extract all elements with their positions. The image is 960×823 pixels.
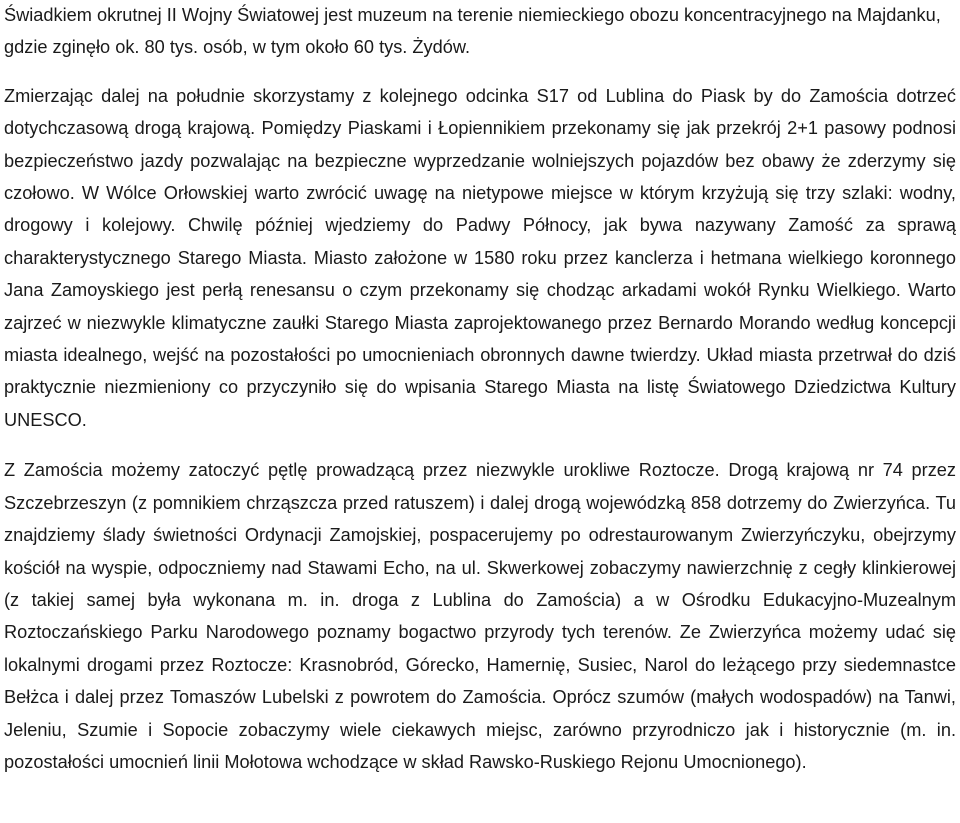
paragraph-majdanek: Świadkiem okrutnej II Wojny Światowej jest muzeum na terenie niemieckiego obozu koncentracyjnego na Majdanku, gdzie zginęło ok. 80 tys. osób, w tym około 60 tys. Żydów. <box>4 5 941 58</box>
paragraph-roztocze: Z Zamościa możemy zatoczyć pętlę prowadzącą przez niezwykle urokliwe Roztocze. Drogą krajową nr 74 przez Szczebrzeszyn (z pomnikiem chrząszcza przed ratuszem) i dalej drogą wojewódzką 858 dotrzemy do Zwierzyńca. Tu znajdziemy ślady świetności Ordynacji Zamojskiej, pospacerujemy po odrestaurowanym Zwierzyńczyku, obejrzymy kościół na wyspie, odpoczniemy nad Stawami Echo, na ul. Skwerkowej zobaczymy nawierzchnię z cegły klinkierowej (z takiej samej była wykonana m. in. droga z Lublina do Zamościa) a w Ośrodku Edukacyjno-Muzealnym Roztoczańskiego Parku Narodowego poznamy bogactwo przyrody tych terenów. Ze Zwierzyńca możemy udać się lokalnymi drogami przez Roztocze: Krasnobród, Górecko, Hamernię, Susiec, Narol do leżącego przy siedemnastce Bełżca i dalej przez Tomaszów Lubelski z powrotem do Zamościa. Oprócz szumów (małych wodospadów) na Tanwi, Jeleniu, Szumie i Sopocie zobaczymy wiele ciekawych miejsc, zarówno przyrodniczo jak i historycznie (m. in. pozostałości umocnień linii Mołotowa wchodzące w skład Rawsko-Ruskiego Rejonu Umocnionego). <box>4 460 956 772</box>
paragraph-zamosc: Zmierzając dalej na południe skorzystamy z kolejnego odcinka S17 od Lublina do Piask by do Zamościa dotrzeć dotychczasową drogą krajową. Pomiędzy Piaskami i Łopiennikiem przekonamy się jak przekrój 2+1 pasowy podnosi bezpieczeństwo jazdy pozwalając na bezpieczne wyprzedzanie wolniejszych pojazdów bez obawy że zderzymy się czołowo. W Wólce Orłowskiej warto zwrócić uwagę na nietypowe miejsce w którym krzyżują się trzy szlaki: wodny, drogowy i kolejowy. Chwilę później wjedziemy do Padwy Północy, jak bywa nazywany Zamość za sprawą charakterystycznego Starego Miasta. Miasto założone w 1580 roku przez kanclerza i hetmana wielkiego koronnego Jana Zamoyskiego jest perłą renesansu o czym przekonamy się chodząc arkadami wokół Rynku Wielkiego. Warto zajrzeć w niezwykle klimatyczne zaułki Starego Miasta zaprojektowanego przez Bernardo Morando według koncepcji miasta idealnego, wejść na pozostałości po umocnieniach obronnych dawne twierdzy. Układ miasta przetrwał do dziś praktycznie niezmieniony co przyczyniło się do wpisania Starego Miasta na listę Światowego Dziedzictwa Kultury UNESCO. <box>4 85 956 430</box>
